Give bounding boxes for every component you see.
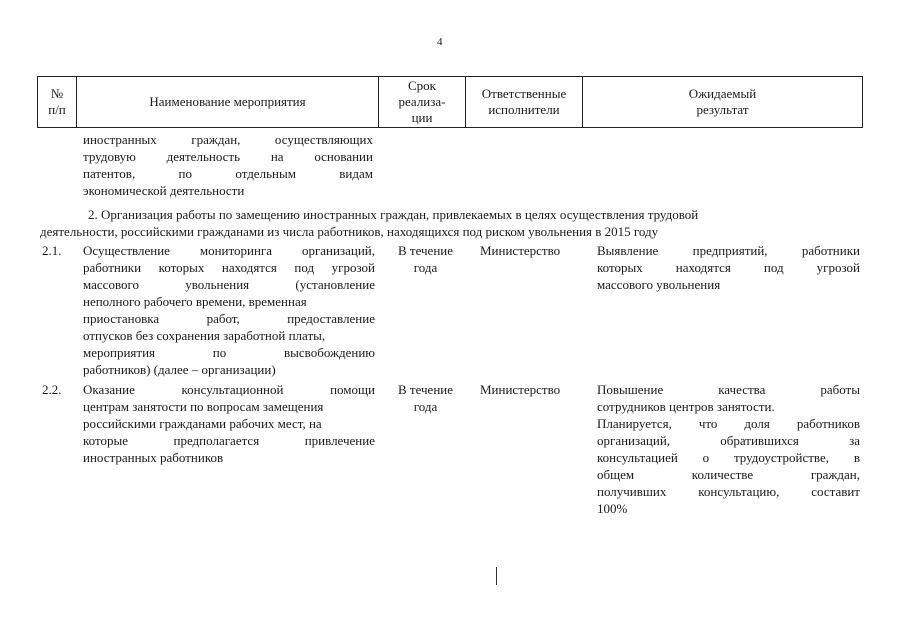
word: по	[178, 166, 193, 181]
word: предприятий,	[692, 243, 768, 258]
text-line: работников) (далее – организации)	[83, 362, 276, 377]
word: Оказание	[83, 382, 135, 397]
word: приостановка	[83, 311, 160, 326]
word: предполагается	[173, 433, 260, 448]
word: отдельным	[235, 166, 296, 181]
header-num-line: №	[50, 86, 64, 101]
word: доля	[744, 416, 770, 431]
word: Планируется,	[597, 416, 672, 431]
word: составит	[811, 484, 860, 499]
row-responsible: Министерство	[480, 382, 561, 397]
word: работ,	[206, 311, 240, 326]
word: количестве	[691, 467, 754, 482]
header-num	[38, 77, 76, 127]
row-term-line: года	[413, 260, 438, 275]
row-responsible: Министерство	[480, 243, 561, 258]
header-name: Наименование мероприятия	[149, 94, 306, 109]
word: мониторинга	[199, 243, 273, 258]
word: находятся	[221, 260, 277, 275]
row-number: 2.1.	[42, 243, 62, 258]
header-term	[379, 77, 465, 127]
header-term-line: Срок	[408, 78, 436, 93]
header-num-line: п/п	[48, 102, 66, 117]
row-term-line: года	[413, 399, 438, 414]
row-result	[597, 381, 860, 517]
text-line: 100%	[597, 501, 628, 516]
text-line: экономической деятельности	[83, 183, 245, 198]
header-responsible	[466, 77, 582, 127]
row-term-line: В течение	[397, 382, 454, 397]
word: увольнения	[185, 277, 250, 292]
word: на	[270, 149, 284, 164]
header-responsible-line: исполнители	[488, 102, 560, 117]
word: работники	[801, 243, 860, 258]
text-line	[83, 165, 373, 182]
word: (установление	[295, 277, 375, 292]
word: угрозой	[331, 260, 375, 275]
scan-mark	[496, 567, 497, 585]
word: консультационной	[181, 382, 284, 397]
row-name	[83, 242, 375, 378]
row-term	[388, 242, 463, 276]
text-line: центрам занятости по вопросам замещения	[83, 399, 324, 414]
word: качества	[718, 382, 766, 397]
row-number: 2.2.	[42, 382, 62, 397]
text-line	[597, 483, 860, 500]
word: в	[853, 450, 860, 465]
text-line: неполного рабочего времени, временная	[83, 294, 307, 309]
word: консультацией	[597, 450, 678, 465]
text-line	[597, 449, 860, 466]
word: иностранных	[83, 132, 157, 147]
word: организаций,	[597, 433, 671, 448]
text-line	[597, 415, 860, 432]
word: граждан,	[191, 132, 241, 147]
page-number: 4	[437, 36, 443, 48]
word: получивших	[597, 484, 667, 499]
word: которые	[83, 433, 128, 448]
header-term-line: реализа-	[398, 94, 446, 109]
word: привлечение	[304, 433, 375, 448]
word: работы	[820, 382, 860, 397]
word: которых	[597, 260, 643, 275]
text-line: массового увольнения	[597, 277, 721, 292]
word: которых	[158, 260, 205, 275]
header-result-line: Ожидаемый	[688, 86, 757, 101]
word: основании	[314, 149, 373, 164]
word: массового	[83, 277, 140, 292]
word: о	[702, 450, 710, 465]
text-line	[83, 344, 375, 361]
table-header	[37, 76, 863, 128]
header-term-line: ции	[411, 110, 433, 125]
word: за	[849, 433, 860, 448]
header-result	[583, 77, 862, 127]
section-heading	[40, 206, 860, 240]
text-line	[83, 310, 375, 327]
word: деятельность	[166, 149, 241, 164]
word: что	[698, 416, 718, 431]
word: под	[294, 260, 315, 275]
word: находятся	[675, 260, 731, 275]
word: помощи	[330, 382, 375, 397]
text-line: иностранных работников	[83, 450, 224, 465]
text-line: российскими гражданами рабочих мест, на	[83, 416, 322, 431]
text-line	[597, 381, 860, 398]
text-line	[83, 242, 375, 259]
text-line	[83, 259, 375, 276]
header-result-line: результат	[696, 102, 749, 117]
word: общем	[597, 467, 635, 482]
word: осуществляющих	[274, 132, 373, 147]
section-heading-line: деятельности, российскими гражданами из числа работников, находящихся под риском увольнения в 2015 году	[40, 224, 659, 239]
row-term	[388, 381, 463, 415]
header-responsible-line: Ответственные	[481, 86, 567, 101]
text-line: сотрудников центров занятости.	[597, 399, 775, 414]
word: Осуществление	[83, 243, 170, 258]
section-heading-line: 2. Организация работы по замещению иностранных граждан, привлекаемых в целях осуществления трудовой	[88, 207, 699, 222]
word: Повышение	[597, 382, 664, 397]
text-line	[83, 131, 373, 148]
word: предоставление	[287, 311, 375, 326]
word: видам	[339, 166, 373, 181]
row-result	[597, 242, 860, 293]
word: работников	[796, 416, 860, 431]
word: трудовую	[83, 149, 136, 164]
word: высвобождению	[284, 345, 375, 360]
word: патентов,	[83, 166, 136, 181]
word: угрозой	[816, 260, 860, 275]
word: трудоустройстве,	[733, 450, 830, 465]
word: по	[212, 345, 227, 360]
word: работники	[83, 260, 142, 275]
word: консультацию,	[698, 484, 780, 499]
text-line	[597, 466, 860, 483]
word: под	[763, 260, 784, 275]
text-line	[83, 148, 373, 165]
text-line	[597, 432, 860, 449]
word: обратившихся	[720, 433, 799, 448]
text-line: отпусков без сохранения заработной платы,	[83, 328, 326, 343]
text-line	[597, 242, 860, 259]
text-line	[597, 259, 860, 276]
word: организаций,	[301, 243, 375, 258]
word: мероприятия	[83, 345, 156, 360]
word: граждан,	[810, 467, 860, 482]
row-name	[83, 381, 375, 466]
text-line	[83, 381, 375, 398]
text-line	[83, 432, 375, 449]
text-line	[83, 276, 375, 293]
word: Выявление	[597, 243, 659, 258]
continuation-text	[83, 131, 373, 199]
row-term-line: В течение	[397, 243, 454, 258]
